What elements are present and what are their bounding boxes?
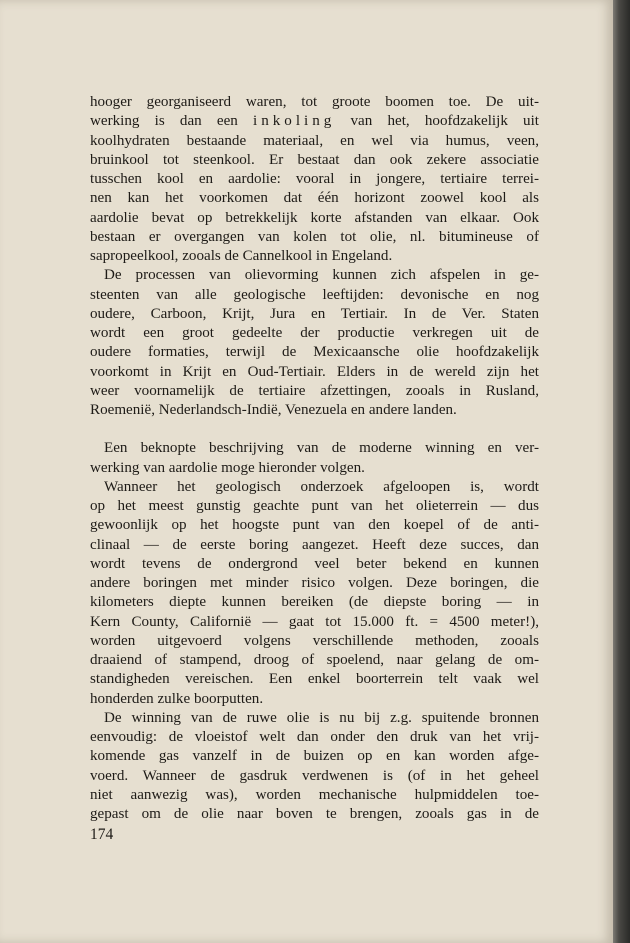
page-body-text [90,93,539,824]
text-line: Wanneer het geologisch onderzoek afgeloopen is, wordt [104,478,539,495]
text-line: clinaal — de eerste boring aangezet. Heeft deze succes, dan [90,536,539,553]
text-line: Roemenië, Nederlandsch-Indië, Venezuela en andere landen. [90,402,457,418]
text-line: kilometers diepte kunnen bereiken (de diepste boring — in [90,594,539,611]
text-line: nen kan het voorkomen dat één horizont zoowel kool als [90,190,539,207]
book-spine-edge [613,0,630,943]
text-line: standigheden vereischen. Een enkel boorterrein telt vaak wel [90,671,539,688]
text-line: De processen van olievorming kunnen zich afspelen in ge- [104,267,539,284]
text-line: honderden zulke boorputten. [90,690,264,707]
text-line: komende gas vanzelf in de buizen op en kan worden afge- [90,748,539,765]
text-line: oudere formaties, terwijl de Mexicaansche olie hoofdzakelijk [90,344,539,361]
text-line: bruinkool tot steenkool. Er bestaat dan ook zekere associatie [90,151,539,168]
text-line: oudere, Carboon, Krijt, Jura en Tertiair. In de Ver. Staten [90,305,539,322]
text-line: gewoonlijk op het hoogste punt van den koepel of de anti- [90,517,539,534]
text-line: voorkomt in Krijt en Oud-Tertiair. Elders in de wereld zijn het [90,363,539,380]
text-line: gepast om de olie naar boven te brengen, zooals gas in de [90,806,539,822]
text-line: eenvoudig: de vloeistof welt dan onder den druk van het vrij- [90,729,539,745]
text-line: draaiend of stampend, droog of spoelend, naar gelang de om- [90,652,539,668]
text-line: werking is dan een inkoling van het, hoofdzakelijk uit [90,113,539,130]
text-line: weer voornamelijk de tertiaire afzettingen, zooals in Rusland, [90,382,539,399]
paragraph-gap [90,420,539,439]
text-line: Kern County, Californië — gaat tot 15.000 ft. = 4500 meter!), [90,613,539,630]
text-line: andere boringen met minder risico volgen. Deze boringen, die [90,575,539,591]
text-line: niet aanwezig was), worden mechanische hulpmiddelen toe- [90,786,539,803]
paragraph [90,439,539,478]
text-line: De winning van de ruwe olie is nu bij z.g. spuitende bronnen [104,709,539,726]
text-line: Een beknopte beschrijving van de moderne winning en ver- [104,440,539,457]
text-line: wordt een groot gedeelte der productie verkregen uit de [90,325,539,341]
text-line: wordt tevens de ondergrond veel beter bekend en kunnen [90,555,539,572]
paragraph [90,478,539,709]
text-line: aardolie bevat op betrekkelijk korte afstanden van elkaar. Ook [90,209,539,226]
paragraph [90,93,539,266]
text-line: werking van aardolie moge hieronder volgen. [90,459,365,476]
text-line: worden uitgevoerd volgens verschillende methoden, zooals [90,632,539,649]
paragraph [90,709,539,825]
text-line: tusschen kool en aardolie: vooral in jongere, tertiaire terrei- [90,171,539,187]
paragraph [90,266,539,420]
spaced-emphasis: inkoling [253,113,336,130]
text-line: bestaan er overgangen van kolen tot olie, nl. bitumineuse of [90,228,539,245]
text-line: voerd. Wanneer de gasdruk verdwenen is (of in het geheel [90,767,539,784]
text-line: koolhydraten bestaande materiaal, en wel via humus, veen, [90,132,539,149]
text-line: op het meest gunstig geachte punt van het olieterrein — dus [90,498,539,514]
text-line: hooger georganiseerd waren, tot groote boomen toe. De uit- [90,94,539,110]
text-line: steenten van alle geologische leeftijden: devonische en nog [90,286,539,303]
page-number: 174 [90,826,114,843]
text-line: sapropeelkool, zooals de Cannelkool in Engeland. [90,248,393,264]
